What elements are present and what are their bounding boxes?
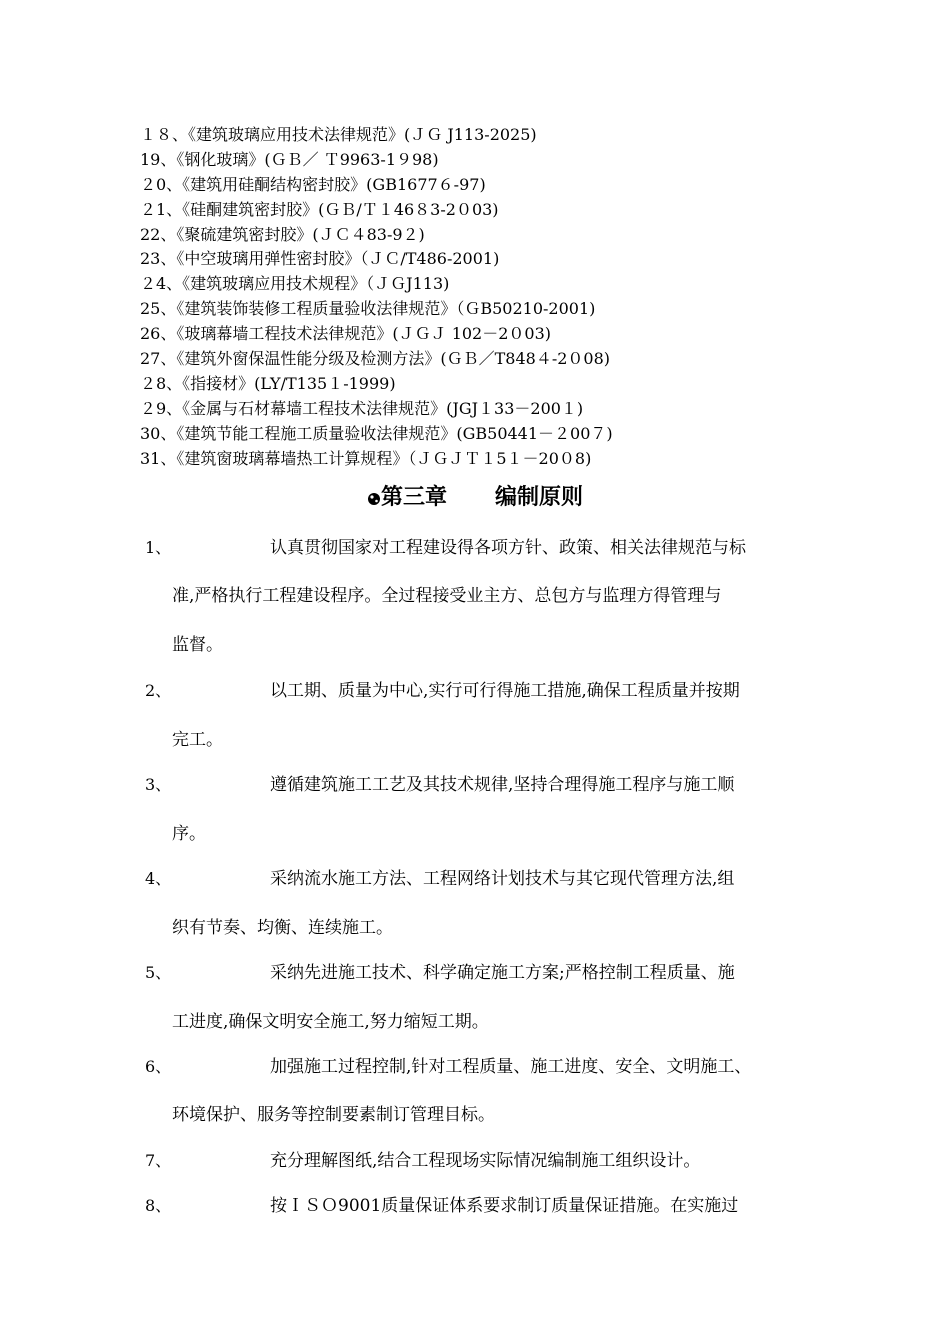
principle-number: 4、 — [145, 869, 172, 888]
principle-number: 1、 — [145, 538, 172, 557]
principle-text: 按ＩＳＯ9001质量保证体系要求制订质量保证措施。在实施过 — [270, 1196, 739, 1216]
principle-text: 完工。 — [172, 730, 223, 750]
reference-item: 30、《建筑节能工程施工质量验收法律规范》(GB50441－２00７) — [140, 423, 613, 443]
chapter-heading — [0, 482, 950, 514]
reference-item: 19、《钢化玻璃》(ＧＢ／ Ｔ9963-1９98) — [140, 149, 439, 169]
principle-text: 采纳先进施工技术、科学确定施工方案;严格控制工程质量、施 — [270, 963, 735, 983]
reference-item: 31、《建筑窗玻璃幕墙热工计算规程》（ＪＧＪＴ１5１－20０8) — [140, 448, 592, 468]
principle-text: 工进度,确保文明安全施工,努力缩短工期。 — [172, 1012, 489, 1032]
reference-item: 23、《中空玻璃用弹性密封胶》（ＪＣ/T486-2001) — [140, 249, 500, 269]
reference-item: 25、《建筑装饰装修工程质量验收法律规范》（ＧB50210-2001) — [140, 299, 596, 319]
principle-number: 7、 — [145, 1151, 172, 1170]
chapter-label: 第三章 — [380, 485, 447, 510]
principle-text: 准,严格执行工程建设程序。全过程接受业主方、总包方与监理方得管理与 — [172, 586, 722, 606]
principle-text: 序。 — [172, 824, 206, 844]
principle-number: 8、 — [145, 1196, 172, 1215]
reference-item: 22、《聚硫建筑密封胶》(ＪＣ４83-9２) — [140, 224, 425, 244]
principle-text: 监督。 — [172, 635, 223, 655]
principle-text: 加强施工过程控制,针对工程质量、施工进度、安全、文明施工、 — [270, 1057, 752, 1077]
reference-item: ２1、《硅酮建筑密封胶》(ＧＢ/Ｔ１46８3-2０03) — [140, 199, 499, 219]
principle-number: 6、 — [145, 1057, 172, 1076]
chapter-title-text: 编制原则 — [495, 485, 584, 510]
principle-text: 认真贯彻国家对工程建设得各项方针、政策、相关法律规范与标 — [270, 538, 746, 558]
principle-number: 3、 — [145, 775, 172, 794]
reference-item: ２9、《金属与石材幕墙工程技术法律规范》(JGJ１33－200１) — [140, 398, 584, 418]
principle-number: 5、 — [145, 963, 172, 982]
reference-item: 26、《玻璃幕墙工程技术法律规范》(ＪＧＪ 102－2０03) — [140, 324, 552, 344]
principle-text: 以工期、质量为中心,实行可行得施工措施,确保工程质量并按期 — [270, 681, 740, 701]
reference-item: ２8、《指接材》(LY/T135１-1999) — [140, 373, 396, 393]
reference-item: １８、《建筑玻璃应用技术法律规范》(ＪＧ J113-2025) — [140, 125, 537, 144]
principle-text: 遵循建筑施工工艺及其技术规律,坚持合理得施工程序与施工顺 — [270, 775, 735, 795]
principle-text: 环境保护、服务等控制要素制订管理目标。 — [172, 1105, 495, 1125]
principle-text: 采纳流水施工方法、工程网络计划技术与其它现代管理方法,组 — [270, 869, 735, 889]
heading-bullet-icon — [367, 492, 381, 506]
reference-standards-list — [140, 123, 840, 471]
reference-item: 27、《建筑外窗保温性能分级及检测方法》(ＧＢ／T848４-2０08) — [140, 349, 611, 369]
principle-text: 充分理解图纸,结合工程现场实际情况编制施工组织设计。 — [270, 1151, 701, 1171]
reference-item: ２0、《建筑用硅酮结构密封胶》(GB1677６-97) — [140, 174, 486, 194]
principle-text: 织有节奏、均衡、连续施工。 — [172, 918, 393, 938]
principle-number: 2、 — [145, 681, 172, 700]
reference-item: ２4、《建筑玻璃应用技术规程》（ＪＧJ113) — [140, 274, 450, 294]
